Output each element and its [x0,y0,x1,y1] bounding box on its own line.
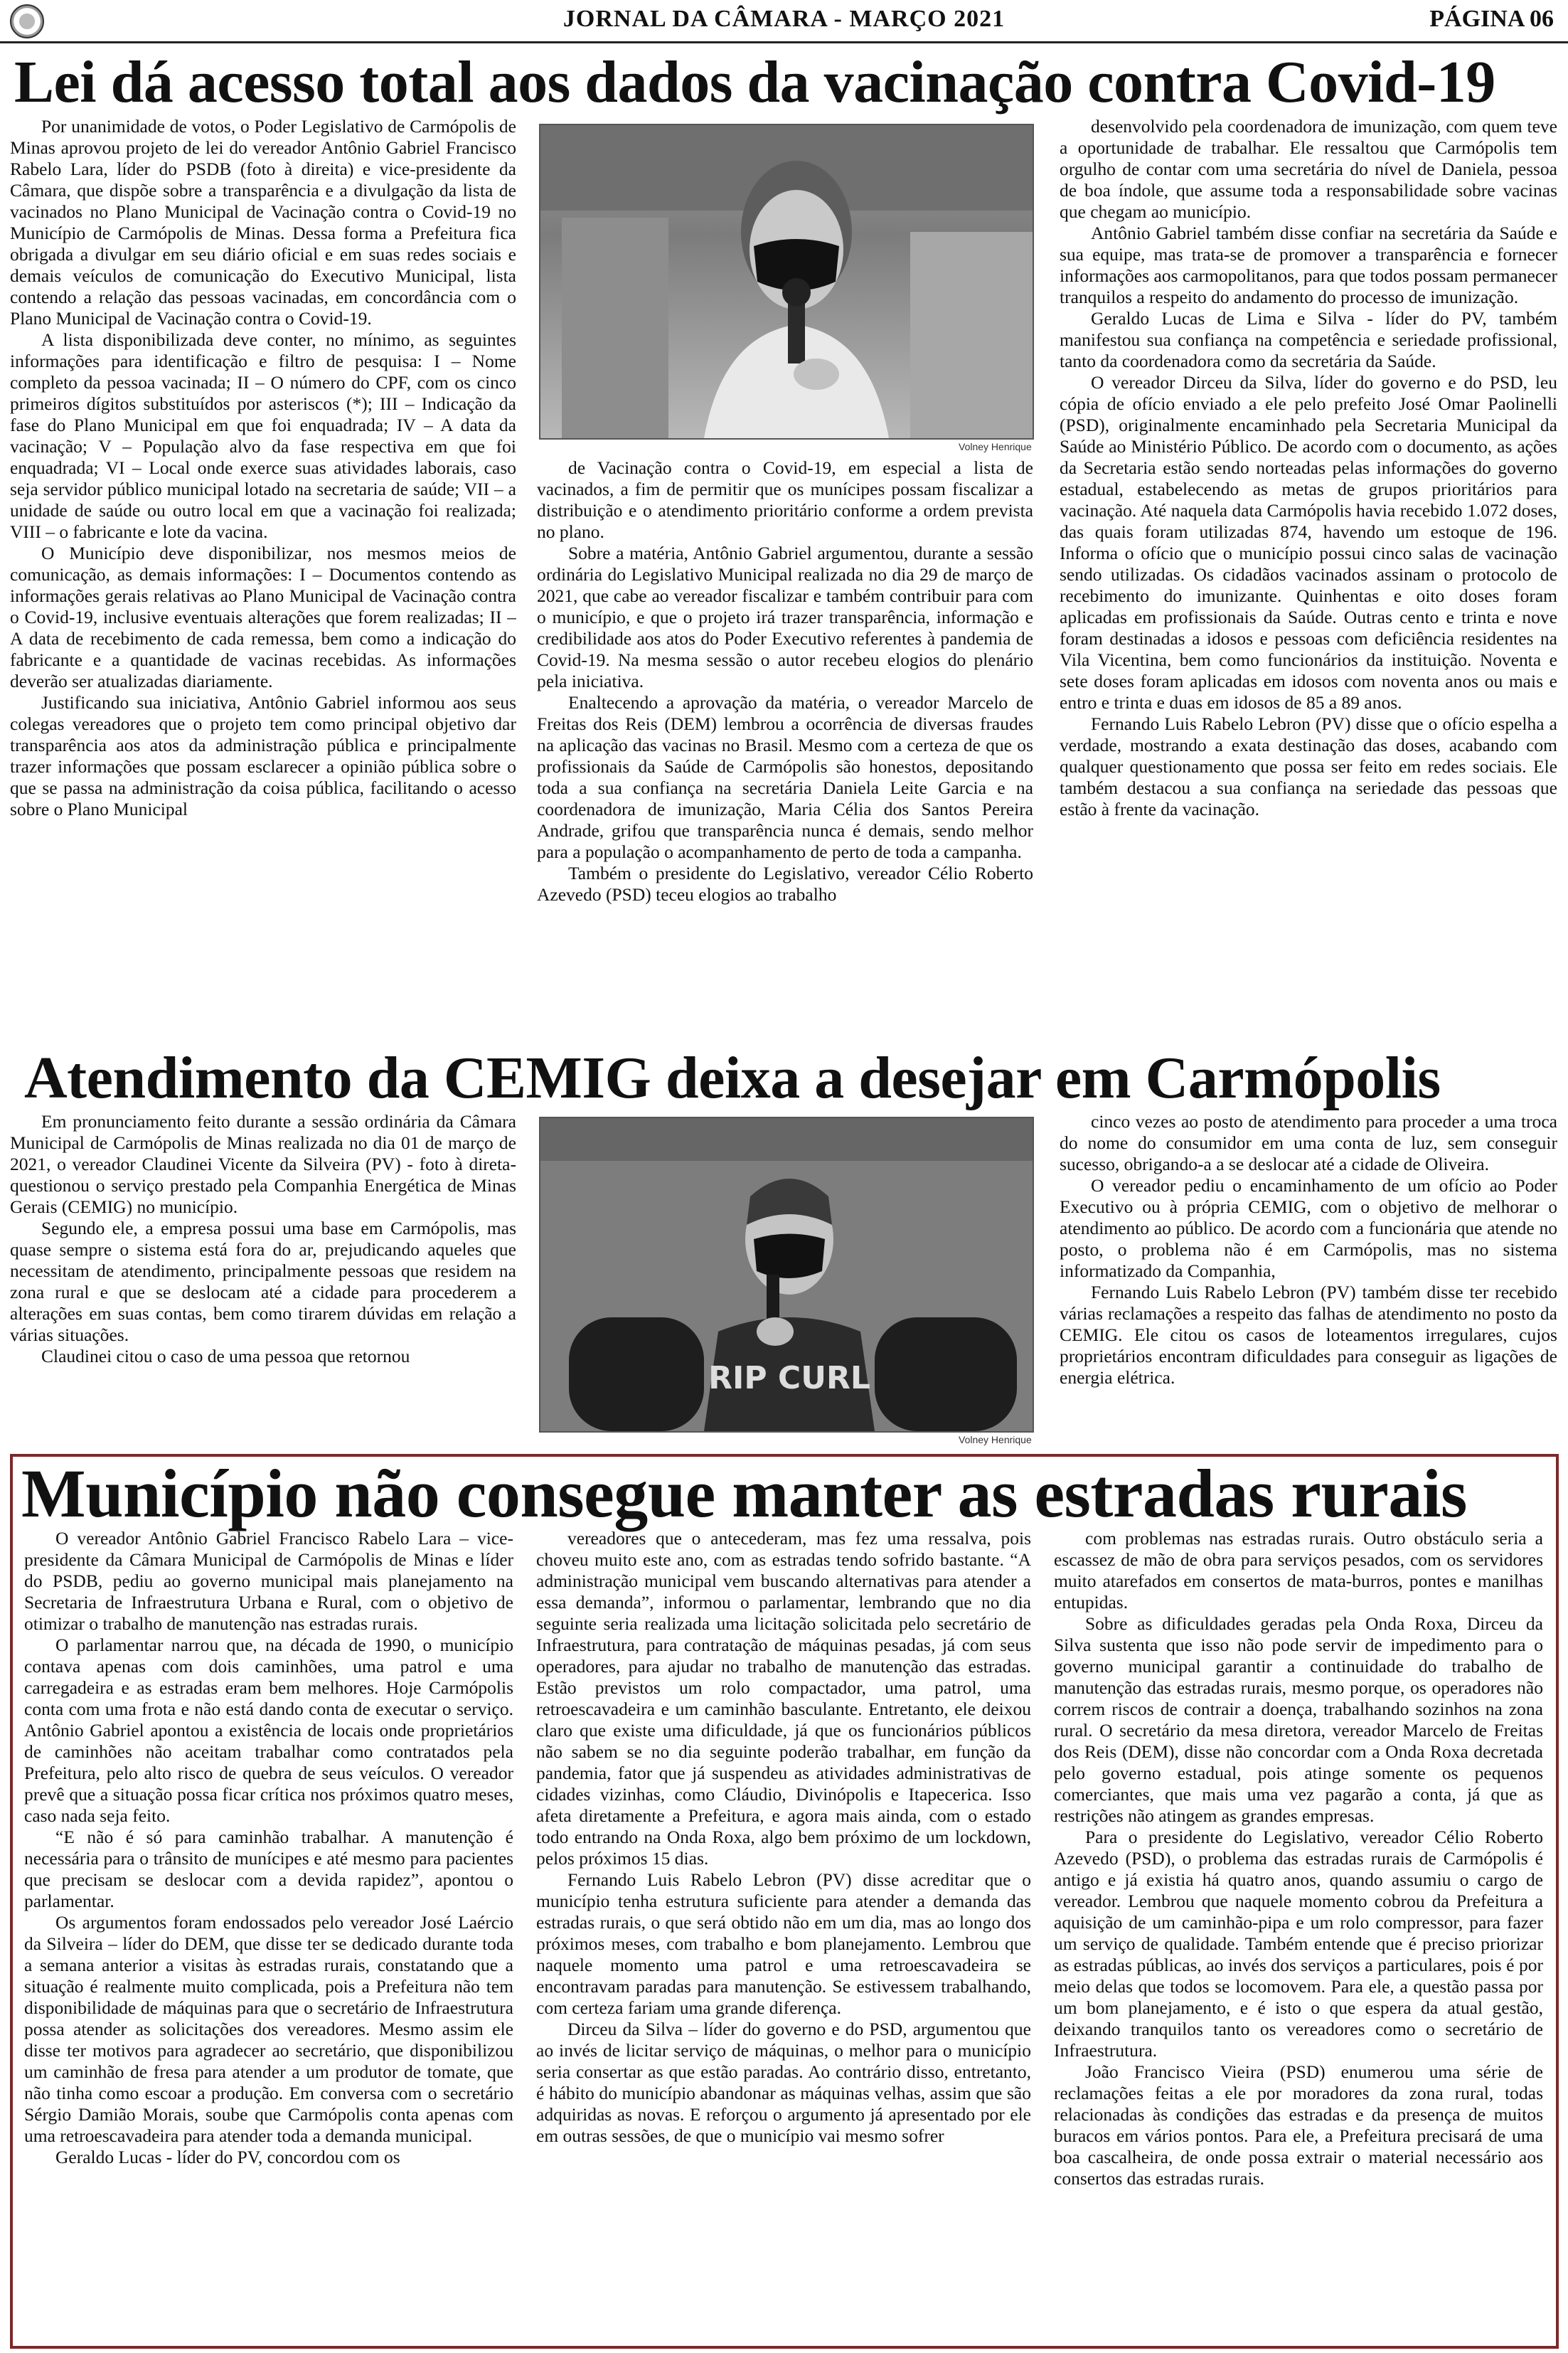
article-2-column-3 [1060,1111,1557,1435]
paragraph: Sobre a matéria, Antônio Gabriel argumentou, durante a sessão ordinária do Legislativo Municipal realizada no dia 29 de março de 2021, que cabe ao vereador fiscalizar e também contribuir para com o município, e que o projeto irá trazer transparência, informação e credibilidade aos atos do Poder Executivo referentes à pandemia de Covid-19. Na mesma sessão o autor recebeu elogios do plenário pela iniciativa. [537,543,1033,691]
paragraph: Também o presidente do Legislativo, vereador Célio Roberto Azevedo (PSD) teceu elogios ao trabalho [537,863,1033,905]
article-2-headline: Atendimento da CEMIG deixa a desejar em Carmópolis [24,1045,1441,1111]
article-3-column-3 [1054,1528,1543,2339]
paragraph: O vereador Dirceu da Silva, líder do governo e do PSD, leu cópia de ofício enviado a ele pelo prefeito José Omar Paolinelli (PSD), originalmente encaminhado pela Secretaria Municipal da Saúde ao Ministério Público. De acordo com o documento, as ações da Secretaria estão sendo norteadas pelas informações do governo estadual, estabelecendo as metas de grupos prioritários para vacinação. Até naquela data Carmópolis havia recebido 1.072 doses, das quais foram utilizadas 874, havendo um estoque de 196. Informa o ofício que o município possui cinco salas de vacinação sendo utilizadas. Os cidadãos vacinados assinam o protocolo de recebimento do imunizante. Quinhentas e oito doses foram aplicadas em profissionais da Saúde. Outras cento e trinta e nove foram destinadas a idosos e pessoas com deficiência residentes na Vila Vicentina, bem como funcionários da instituição. Noventa e sete doses foram aplicadas em idosos com noventa anos ou mais e entro e trinta e duas em idosos de 85 a 89 anos. [1060,372,1557,713]
paragraph: O vereador pediu o encaminhamento de um ofício ao Poder Executivo ou à própria CEMIG, com o objetivo de melhorar o atendimento ao público. De acordo com a funcionária que atende no posto, o problema não é em Carmópolis, mas no sistema informatizado da Companhia, [1060,1175,1557,1281]
article-1-photo [539,124,1034,440]
paragraph: Os argumentos foram endossados pelo vereador José Laércio da Silveira – líder do DEM, que disse ter se dedicado durante toda a semana anterior a visitas às estradas rurais, constatando que a situação é realmente muito complicada, pois a Prefeitura não tem disponibilidade de máquinas para que o secretário de Infraestrutura possa atender as solicitações dos vereadores. Mesmo assim ele disse ter motivos para agradecer ao secretário, que disponibilizou um caminhão de fresa para atender a um produtor de tomate, que não tinha como escoar a produção. Em conversa com o secretário Sérgio Damião Morais, soube que Carmópolis conta apenas com uma retroescavadeira para atender toda a demanda municipal. [24,1912,513,2146]
article-1-column-2 [537,457,1033,1034]
paragraph: O vereador Antônio Gabriel Francisco Rabelo Lara – vice-presidente da Câmara Municipal de Carmópolis de Minas e líder do PSDB, pediu ao governo municipal mais planejamento na Secretaria de Infraestrutura Urbana e Rural, com o objetivo de otimizar o trabalho de manutenção nas estradas rurais. [24,1528,513,1634]
article-2-photo-credit: Volney Henrique [959,1434,1032,1445]
paragraph: Dirceu da Silva – líder do governo e do PSD, argumentou que ao invés de licitar serviço de máquinas, o melhor para o município seria consertar as que estão paradas. Ao contrário disso, entretanto, é hábito do município abandonar as máquinas velhas, assim que são adquiridas as novas. E reforçou o argumento já apresentado por ele em outras sessões, de que o município vai mesmo sofrer [536,2019,1031,2146]
paragraph: A lista disponibilizada deve conter, no mínimo, as seguintes informações para identificação e filtro de pesquisa: I – Nome completo da pessoa vacinada; II – O número do CPF, com os cinco primeiros dígitos substituídos por asteriscos (*); III – Indicação da fase do Plano Municipal em que foi enquadrada; IV – A data da vacinação; V – População alvo da fase respectiva em que foi enquadrada; VI – Local onde exerce suas atividades laborais, caso seja servidor público municipal lotado na secretaria de saúde; VII – a unidade de saúde ou outro local em que a vacinação foi realizada; VIII – o fabricante e lote da vacina. [10,329,516,542]
paragraph: O Município deve disponibilizar, nos mesmos meios de comunicação, as demais informações: I – Documentos contendo as informações gerais relativas ao Plano Municipal de Vacinação contra o Covid-19, inclusive eventuais alterações que forem realizadas; II – A data de recebimento de cada remessa, bem como a indicação do fabricante e a quantidade de vacinas recebidas. As informações deverão ser atualizadas diariamente. [10,543,516,691]
councillor-speaking-photo [540,1118,1033,1431]
article-3-column-2 [536,1528,1031,2339]
paragraph: Sobre as dificuldades geradas pela Onda Roxa, Dirceu da Silva sustenta que isso não pode servir de impedimento para o governo municipal garantir a continuidade do trabalho de manutenção das estradas rurais, mesmo porque, os operadores não correm riscos de contrair a doença, trabalhando sozinhos na zona rural. O secretário da mesa diretora, vereador Marcelo de Freitas dos Reis (DEM), disse não concordar com a Onda Roxa decretada pelo governo estadual, pois atinge somente os pequenos comerciantes, que mais uma vez pagarão a conta, já que as restrições não atingem as grandes empresas. [1054,1613,1543,1826]
paragraph: vereadores que o antecederam, mas fez uma ressalva, pois choveu muito este ano, com as estradas tendo sofrido bastante. “A administração municipal vem buscando alternativas para atender a essa demanda”, informou o parlamentar, lembrando que no dia seguinte seria realizada uma licitação solicitada pelo secretário de Infraestrutura, para contratação de máquinas pesadas, já com seus operadores, para ajudar no trabalho de manutenção das estradas. Estão previstos um rolo compactador, uma patrol, uma retroescavadeira e um caminhão basculante. Entretanto, ele deixou claro que existe uma dificuldade, já que os funcionários públicos não sabem se no dia seguinte poderão trabalhar, em função da pandemia, fator que já suspendeu as atividades administrativas de cidades vizinhas, como Cláudio, Divinópolis e Itapecerica. Isso afeta diretamente a Prefeitura, e agora mais ainda, com o estado todo entrando na Onda Roxa, algo bem próximo de um lockdown, pelos próximos 15 dias. [536,1528,1031,1869]
paragraph: Enaltecendo a aprovação da matéria, o vereador Marcelo de Freitas dos Reis (DEM) lembrou a ocorrência de diversas fraudes na aplicação das vacinas no Brasil. Mesmo com a certeza de que os profissionais da Saúde de Carmópolis são honestos, depositando toda a sua confiança na secretária Daniela Leite Garcia e na coordenadora de imunização, Maria Célia dos Santos Pereira Andrade, grifou que transparência nunca é demais, sendo melhor para a população o acompanhamento de perto de toda a campanha. [537,692,1033,862]
paragraph: cinco vezes ao posto de atendimento para proceder a uma troca do nome do consumidor em uma conta de luz, sem conseguir sucesso, obrigando-a a se deslocar até a cidade de Oliveira. [1060,1111,1557,1174]
article-1-column-1 [10,116,516,1034]
article-2-column-1 [10,1111,516,1435]
paragraph: “E não é só para caminhão trabalhar. A manutenção é necessária para o trânsito de munícipes e até mesmo para pacientes que precisam se deslocar com a devida rapidez”, apontou o parlamentar. [24,1827,513,1911]
article-3-headline: Município não consegue manter as estradas rurais [21,1455,1467,1531]
article-2-photo [539,1117,1034,1433]
shirt-print: RIP CURL [708,1360,870,1396]
paragraph: Para o presidente do Legislativo, vereador Célio Roberto Azevedo (PSD), o problema das estradas rurais de Carmópolis é antigo e já existia há quatro anos, quando assumiu o cargo de vereador. Lembrou que naquele momento cobrou da Prefeitura a aquisição de um caminhão-pipa e um rolo compressor, para fazer um serviço de qualidade. Também entende que é preciso priorizar as estradas públicas, ao invés dos serviços a particulares, pois é por meio delas que todos se locomovem. Para ele, a questão passa por um bom planejamento, e é isto o que espera da atual gestão, deixando tranquilos tanto os vereadores como o secretário de Infraestrutura. [1054,1827,1543,2061]
article-1-headline: Lei dá acesso total aos dados da vacinação contra Covid-19 [14,49,1495,115]
journal-title: JORNAL DA CÂMARA - MARÇO 2021 [562,6,1006,32]
article-3-column-1 [24,1528,513,2339]
paragraph: Segundo ele, a empresa possui uma base em Carmópolis, mas quase sempre o sistema está fora do ar, prejudicando aqueles que necessitam de atendimento, principalmente pessoas que residem na zona rural e que se deslocam até a cidade para procederem a alterações em suas contas, bem como tirarem dúvidas em relação a várias situações. [10,1218,516,1345]
page-header [0,0,1568,43]
paragraph: Fernando Luis Rabelo Lebron (PV) disse que o ofício espelha a verdade, mostrando a exata destinação das doses, acabando com qualquer questionamento que possa ser feito em redes sociais. Ele também destacou a sua confiança na seriedade das pessoas que estão à frente da vacinação. [1060,713,1557,819]
paragraph: desenvolvido pela coordenadora de imunização, com quem teve a oportunidade de trabalhar. Ele ressaltou que Carmópolis tem orgulho de contar com uma secretária do nível de Daniela, pessoa de boa índole, que assume toda a responsabilidade sobre vacinas que chegam ao município. [1060,116,1557,222]
page-number: PÁGINA 06 [1429,6,1554,32]
paragraph: Em pronunciamento feito durante a sessão ordinária da Câmara Municipal de Carmópolis de Minas realizada no dia 01 de março de 2021, o vereador Claudinei Vicente da Silveira (PV) - foto à direta- questionou o serviço prestado pela Companhia Energética de Minas Gerais (CEMIG) no município. [10,1111,516,1217]
paragraph: com problemas nas estradas rurais. Outro obstáculo seria a escassez de mão de obra para serviços pesados, com os servidores muito atarefados em consertos de mata-burros, pontes e manilhas entupidas. [1054,1528,1543,1613]
paragraph: Geraldo Lucas de Lima e Silva - líder do PV, também manifestou sua confiança na competência e seriedade profissional, tanto da coordenadora como da secretária da Saúde. [1060,308,1557,371]
article-1-photo-credit: Volney Henrique [959,441,1032,452]
paragraph: Geraldo Lucas - líder do PV, concordou com os [55,2147,400,2167]
paragraph: O parlamentar narrou que, na década de 1990, o município contava apenas com dois caminhões, uma patrol e uma carregadeira e as estradas eram bem melhores. Hoje Carmópolis conta com uma frota e não está dando conta de executar o serviço. Antônio Gabriel apontou a existência de locais onde proprietários de caminhões não aceitam trabalhar como contratados pela Prefeitura, pelo alto risco de quebra de seus veículos. O vereador prevê que a situação possa ficar crítica nos próximos quatro meses, caso nada seja feito. [24,1635,513,1826]
legislator-speaking-photo [540,125,1033,438]
paragraph: Antônio Gabriel também disse confiar na secretária da Saúde e sua equipe, mas trata-se de promover a transparência e fornecer informações aos carmopolitanos, para que todos possam permanecer tranquilos a respeito do andamento do processo de imunização. [1060,223,1557,307]
paragraph: Fernando Luis Rabelo Lebron (PV) disse acreditar que o município tenha estrutura suficiente para atender a demanda das estradas rurais, o que será obtido não em um dia, mas ao longo dos próximos meses, com trabalho e bom planejamento. Lembrou que naquele momento uma patrol e uma retroescavadeira se encontravam paradas para manutenção. Se estivessem trabalhando, com certeza fariam uma grande diferença. [536,1869,1031,2018]
paragraph: Fernando Luis Rabelo Lebron (PV) também disse ter recebido várias reclamações a respeito das falhas de atendimento no posto da CEMIG. Ele citou os casos de loteamentos irregulares, cujos proprietários encontram dificuldades para conseguir as ligações de energia elétrica. [1060,1282,1557,1388]
paragraph: Por unanimidade de votos, o Poder Legislativo de Carmópolis de Minas aprovou projeto de lei do vereador Antônio Gabriel Francisco Rabelo Lara, líder do PSDB (foto à direita) e vice-presidente da Câmara, que dispõe sobre a transparência e a divulgação da lista de vacinados no Plano Municipal de Vacinação contra o Covid-19 no Município de Carmópolis de Minas. Dessa forma a Prefeitura fica obrigada a divulgar em seu diário oficial e em suas redes sociais e demais veículos de comunicação do Executivo Municipal, lista contendo a relação das pessoas vacinadas, em concordância com o Plano Municipal de Vacinação contra o Covid-19. [10,116,516,329]
paragraph: Justificando sua iniciativa, Antônio Gabriel informou aos seus colegas vereadores que o projeto tem como principal objetivo dar transparência aos atos da administração pública e principalmente trazer informações que possam esclarecer a opinião pública sobre o que se passa na administração da coisa pública, facilitando o acesso sobre o Plano Municipal [10,692,516,819]
paragraph: Claudinei citou o caso de uma pessoa que retornou [41,1346,410,1366]
article-1-column-3 [1060,116,1557,1034]
paragraph: de Vacinação contra o Covid-19, em especial a lista de vacinados, a fim de permitir que os munícipes possam fiscalizar a distribuição e o atendimento prioritário conforme a ordem prevista no plano. [537,457,1033,542]
paragraph: João Francisco Vieira (PSD) enumerou uma série de reclamações feitas a ele por moradores da zona rural, todas relacionadas às condições das estradas e da presença de muitos buracos em vários pontos. Para ele, a Prefeitura precisará de uma boa cascalheira, de onde possa extrair o material necessário aos consertos das estradas rurais. [1054,2061,1543,2189]
